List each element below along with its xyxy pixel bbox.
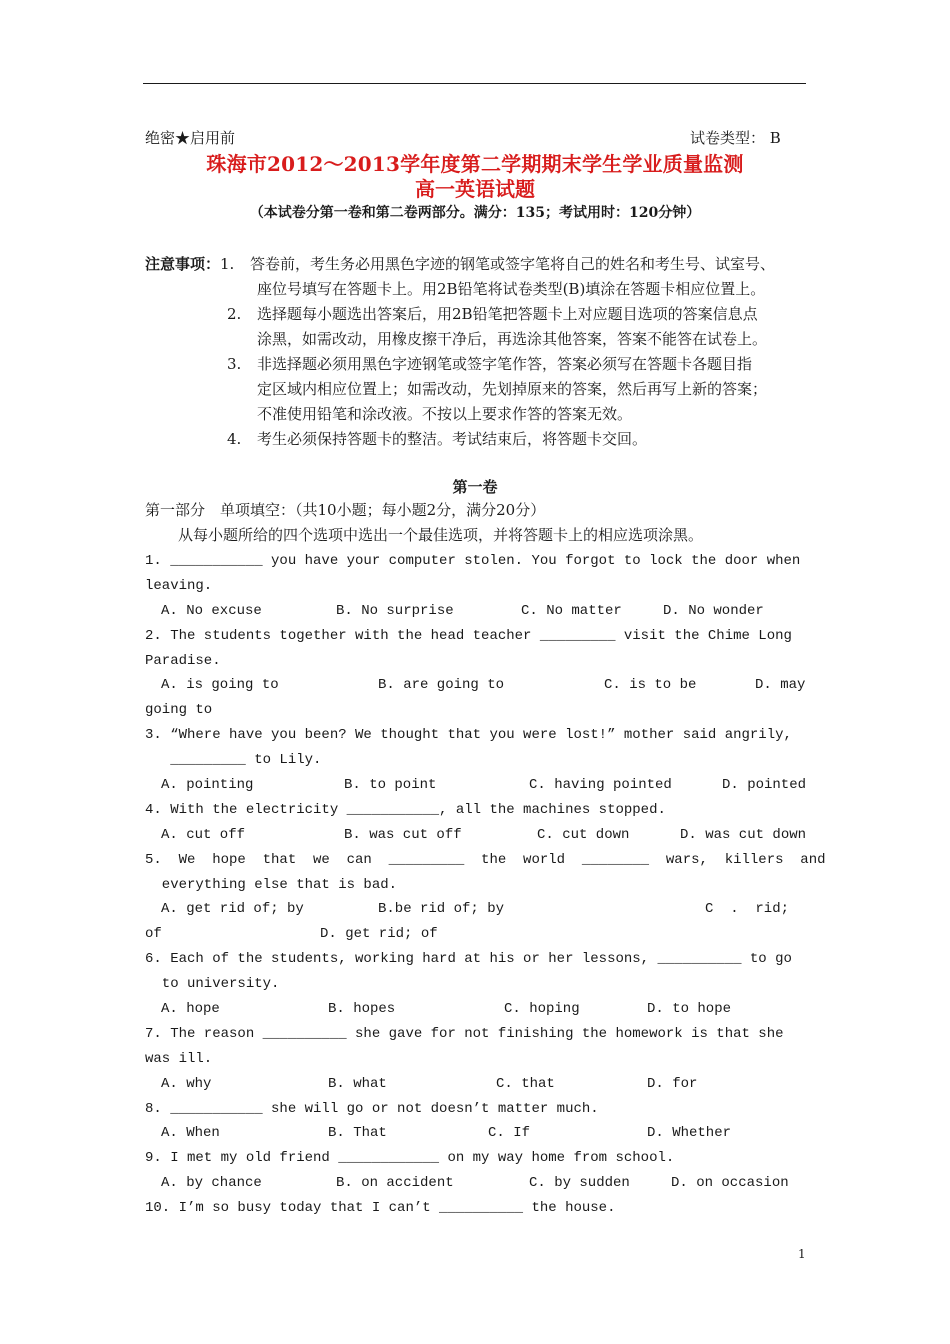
question-options — [145, 922, 808, 947]
header-rule — [143, 83, 806, 84]
question-stem: 7. The reason __________ she gave for not finishing the homework is that she — [145, 1025, 784, 1042]
notice-line: 定区域内相应位置上；如需改动，先划掉原来的答案，然后再写上新的答案； — [257, 380, 768, 398]
part-heading: 第一部分 单项填空：（共10小题；每小题2分，满分20分） — [145, 501, 546, 519]
exam-subject-title: 高一英语试题 — [415, 177, 535, 201]
notice-line: 答卷前，考生务必用黑色字迹的钢笔或签字笔将自己的姓名和考生号、试室号、 — [250, 255, 776, 273]
notice-line: 不准使用铅笔和涂改液。不按以上要求作答的答案无效。 — [257, 405, 633, 423]
option-b[interactable]: B. on accident — [336, 1175, 454, 1192]
option-c[interactable]: C. by sudden — [529, 1175, 630, 1192]
question-options — [145, 823, 808, 848]
option-c[interactable]: C. If — [488, 1125, 531, 1142]
question-stem: 8. ___________ she will go or not doesn’t matter much. — [145, 1100, 599, 1117]
option-b[interactable]: B. That — [328, 1125, 387, 1142]
question-options — [145, 1171, 808, 1196]
notice-line: 非选择题必须用黑色字迹钢笔或签字笔作答，答案必须写在答题卡各题目指 — [257, 355, 753, 373]
question-stem: was ill. — [145, 1050, 213, 1067]
option-d[interactable]: D. was cut down — [680, 826, 807, 843]
question-stem: 9. I met my old friend ____________ on my way home from school. — [145, 1150, 675, 1167]
option-d[interactable]: D. pointed — [722, 777, 807, 794]
question-options — [145, 673, 808, 698]
notice-text — [250, 252, 815, 277]
option-b[interactable]: B. was cut off — [344, 826, 462, 843]
option-a[interactable]: A. No excuse — [161, 602, 262, 619]
section-title: 第一卷 — [452, 478, 498, 496]
question-stem: 10. I’m so busy today that I can’t __________ the house. — [145, 1200, 616, 1217]
notice-line: 考生必须保持答题卡的整洁。考试结束后，将答题卡交回。 — [257, 430, 648, 448]
question-stem: everything else that is bad. — [145, 876, 398, 893]
confidential-label: 绝密★启用前 — [145, 129, 236, 147]
option-b[interactable]: B. hopes — [328, 1001, 396, 1018]
option-a[interactable]: A. pointing — [161, 777, 254, 794]
notice-line: 涂黑，如需改动，用橡皮擦干净后，再选涂其他答案，答案不能答在试卷上。 — [257, 330, 768, 348]
option-d[interactable]: D. Whether — [647, 1125, 732, 1142]
option-d[interactable]: D. may — [755, 677, 806, 694]
notice-num: 2. — [227, 305, 242, 323]
notice-block — [145, 252, 815, 452]
option-d[interactable]: D. for — [647, 1075, 698, 1092]
notice-num: 3. — [227, 355, 242, 373]
option-a[interactable]: A. When — [161, 1125, 220, 1142]
question-options — [145, 1121, 808, 1146]
option-a[interactable]: A. why — [161, 1075, 212, 1092]
question-stem: Paradise. — [145, 652, 221, 669]
option-d[interactable]: D. get rid; of — [320, 926, 438, 943]
option-c[interactable]: C. hoping — [504, 1001, 580, 1018]
option-a[interactable]: A. hope — [161, 1001, 220, 1018]
page-number: 1 — [798, 1247, 806, 1261]
notice-line: 选择题每小题选出答案后，用2B铅笔把答题卡上对应题目选项的答案信息点 — [257, 305, 758, 323]
question-stem: _________ to Lily. — [145, 752, 322, 769]
question-options — [145, 773, 808, 798]
part-instruction: 从每小题所给的四个选项中选出一个最佳选项，并将答题卡上的相应选项涂黑。 — [178, 526, 704, 544]
notice-num: 4. — [227, 430, 242, 448]
question-stem: 1. ___________ you have your computer stolen. You forgot to lock the door when — [145, 553, 801, 569]
notice-num: 1. — [220, 255, 235, 273]
question-stem: 5. We hope that we can _________ the world ________ wars, killers and — [145, 851, 826, 868]
option-b[interactable]: B. to point — [344, 777, 437, 794]
question-options — [145, 897, 808, 922]
option-c[interactable]: C. is to be — [604, 677, 697, 694]
question-stem: 6. Each of the students, working hard at his or her lessons, __________ to go — [145, 951, 792, 968]
option-d[interactable]: D. No wonder — [663, 602, 764, 619]
option-b[interactable]: B.be rid of; by — [378, 901, 505, 918]
question-list — [145, 549, 826, 1221]
question-stem: 3. “Where have you been? We thought that you were lost!” mother said angrily, — [145, 727, 792, 744]
exam-subtitle: （本试卷分第一卷和第二卷两部分。满分：135；考试用时：120分钟） — [249, 205, 701, 221]
question-options — [145, 1072, 808, 1097]
notice-item — [145, 352, 815, 377]
option-c-continued: of — [145, 926, 162, 943]
question-options — [145, 997, 808, 1022]
option-d-continued: going to — [145, 702, 213, 719]
notice-item — [145, 302, 815, 327]
option-c[interactable]: C. No matter — [521, 602, 622, 619]
option-c[interactable]: C. having pointed — [529, 777, 672, 794]
question-stem: leaving. — [145, 577, 213, 594]
option-a[interactable]: A. is going to — [161, 677, 279, 694]
question-options — [145, 599, 808, 624]
option-b[interactable]: B. No surprise — [336, 602, 454, 619]
question-stem: 2. The students together with the head teacher _________ visit the Chime Long — [145, 627, 792, 644]
option-b[interactable]: B. are going to — [378, 677, 505, 694]
notice-label: 注意事项： — [145, 255, 221, 273]
option-d[interactable]: D. to hope — [647, 1001, 732, 1018]
option-a[interactable]: A. get rid of; by — [161, 901, 304, 918]
option-b[interactable]: B. what — [328, 1075, 387, 1092]
notice-item — [145, 427, 815, 452]
option-c[interactable]: C. that — [496, 1075, 555, 1092]
question-stem: 4. With the electricity ___________, all the machines stopped. — [145, 801, 666, 818]
option-d[interactable]: D. on occasion — [671, 1175, 789, 1192]
paper-type-label: 试卷类型： B — [690, 129, 781, 147]
exam-title: 珠海市2012～2013学年度第二学期期末学生学业质量监测 — [206, 152, 744, 176]
option-a[interactable]: A. by chance — [161, 1175, 262, 1192]
notice-line: 座位号填写在答题卡上。用2B铅笔将试卷类型(B)填涂在答题卡相应位置上。 — [257, 280, 766, 298]
option-c[interactable]: C . rid; — [705, 901, 790, 918]
notice-item — [145, 252, 815, 277]
option-c[interactable]: C. cut down — [537, 826, 630, 843]
option-a[interactable]: A. cut off — [161, 826, 246, 843]
question-stem: to university. — [145, 976, 280, 993]
